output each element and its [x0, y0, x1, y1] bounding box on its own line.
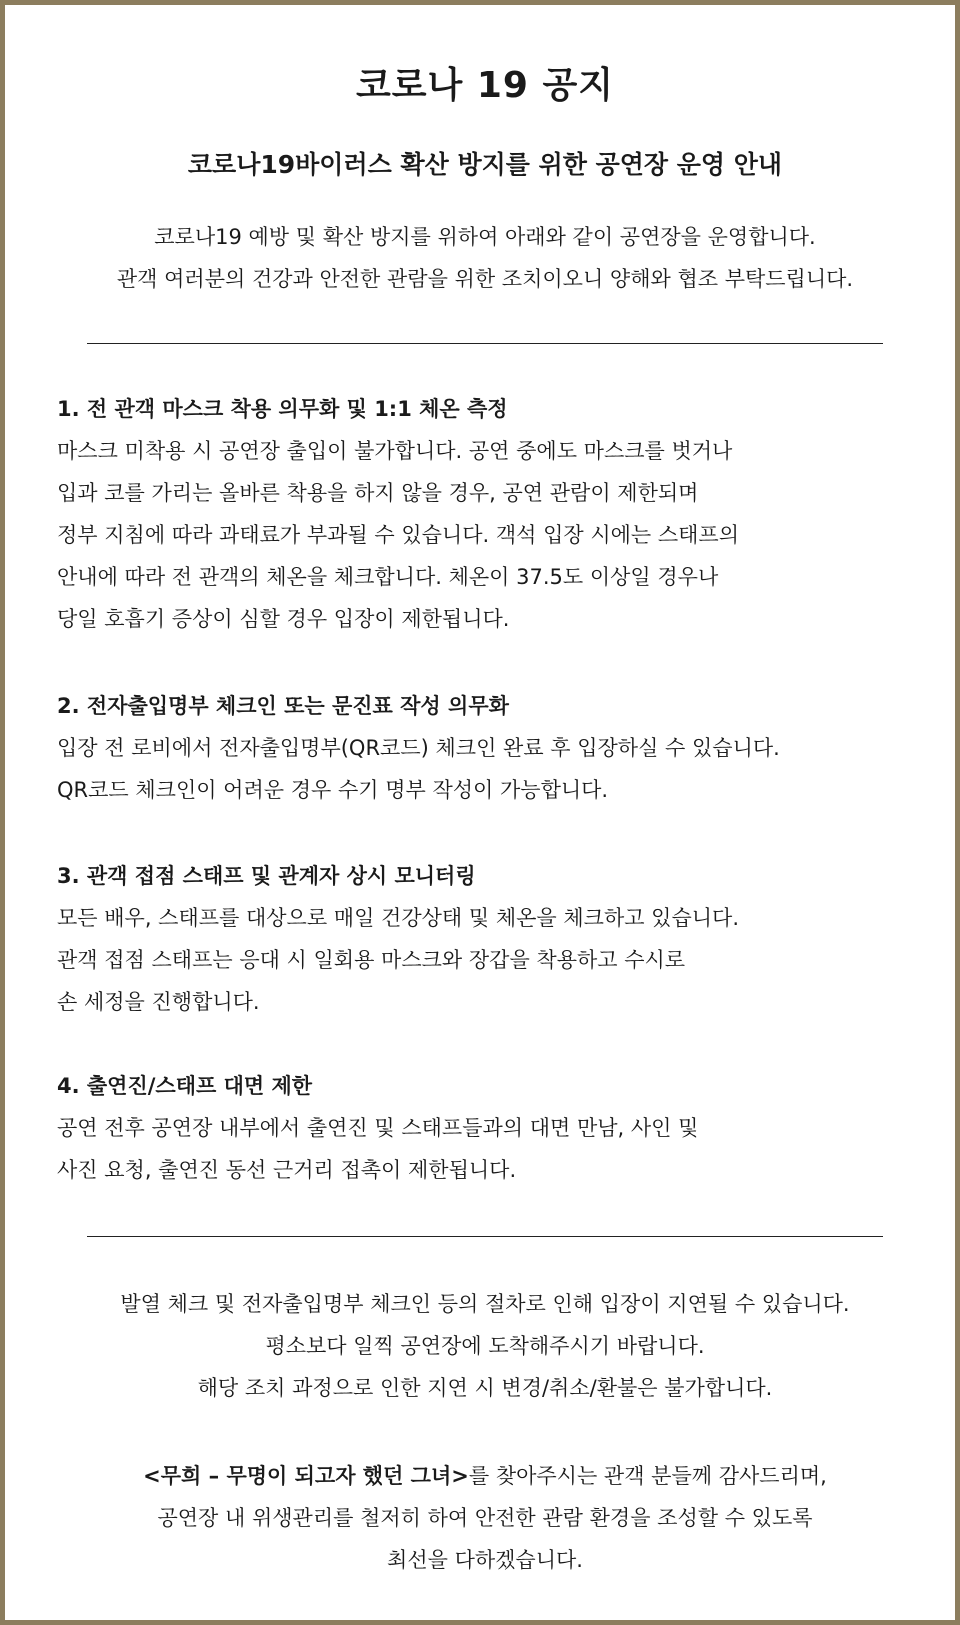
section-body	[57, 1107, 937, 1191]
page-title: 코로나 19 공지	[355, 65, 615, 106]
intro-line: 관객 여러분의 건강과 안전한 관람을 위한 조치이오니 양해와 협조 부탁드립니다.	[116, 267, 854, 291]
section-line: 마스크 미착용 시 공연장 출입이 불가합니다. 공연 중에도 마스크를 벗거나	[57, 439, 733, 463]
section-body	[57, 727, 937, 811]
section-line: 정부 지침에 따라 과태료가 부과될 수 있습니다. 객석 입장 시에는 스태프의	[57, 523, 740, 547]
section-line: 입장 전 로비에서 전자출입명부(QR코드) 체크인 완료 후 입장하실 수 있습니다.	[57, 736, 780, 760]
notice-line: 해당 조치 과정으로 인한 지연 시 변경/취소/환불은 불가합니다.	[197, 1376, 773, 1400]
section-line: 입과 코를 가리는 올바른 착용을 하지 않을 경우, 공연 관람이 제한되며	[57, 481, 699, 505]
closing-line: 최선을 다하겠습니다.	[387, 1548, 583, 1572]
page-subtitle: 코로나19바이러스 확산 방지를 위한 공연장 운영 안내	[187, 150, 783, 179]
section-line: 안내에 따라 전 관객의 체온을 체크합니다. 체온이 37.5도 이상일 경우나	[57, 565, 719, 589]
section-heading: 4. 출연진/스태프 대면 제한	[57, 1074, 313, 1098]
section-heading: 1. 전 관객 마스크 착용 의무화 및 1:1 체온 측정	[57, 397, 508, 421]
closing-line	[5, 1455, 960, 1497]
closing-message	[5, 1455, 960, 1581]
section-line: 손 세정을 진행합니다.	[57, 990, 260, 1014]
notice-line: 발열 체크 및 전자출입명부 체크인 등의 절차로 인해 입장이 지연될 수 있습니다.	[120, 1292, 850, 1316]
show-title: <무희 – 무명이 되고자 했던 그녀>	[143, 1464, 469, 1488]
section-staff-monitoring	[57, 855, 937, 1023]
section-heading: 2. 전자출입명부 체크인 또는 문진표 작성 의무화	[57, 694, 509, 718]
top-divider	[87, 343, 883, 344]
section-checkin	[57, 685, 937, 811]
section-line: 모든 배우, 스태프를 대상으로 매일 건강상태 및 체온을 체크하고 있습니다.	[57, 906, 740, 930]
section-line: 사진 요청, 출연진 동선 근거리 접촉이 제한됩니다.	[57, 1158, 517, 1182]
delay-notice	[5, 1283, 960, 1409]
bottom-divider	[87, 1236, 883, 1237]
section-line: QR코드 체크인이 어려운 경우 수기 명부 작성이 가능합니다.	[57, 778, 609, 802]
section-body	[57, 897, 937, 1023]
section-mask-temperature	[57, 388, 937, 640]
section-contact-restriction	[57, 1065, 937, 1191]
closing-line: 공연장 내 위생관리를 철저히 하여 안전한 관람 환경을 조성할 수 있도록	[157, 1506, 813, 1530]
section-line: 관객 접점 스태프는 응대 시 일회용 마스크와 장갑을 착용하고 수시로	[57, 948, 686, 972]
section-heading: 3. 관객 접점 스태프 및 관계자 상시 모니터링	[57, 864, 476, 888]
notice-line: 평소보다 일찍 공연장에 도착해주시기 바랍니다.	[265, 1334, 705, 1358]
closing-line-rest: 를 찾아주시는 관객 분들께 감사드리며,	[468, 1464, 827, 1488]
section-body	[57, 430, 937, 640]
section-line: 당일 호흡기 증상이 심할 경우 입장이 제한됩니다.	[57, 607, 510, 631]
intro-line: 코로나19 예방 및 확산 방지를 위하여 아래와 같이 공연장을 운영합니다.	[154, 225, 816, 249]
intro-text	[5, 216, 960, 300]
section-line: 공연 전후 공연장 내부에서 출연진 및 스태프들과의 대면 만남, 사인 및	[57, 1116, 699, 1140]
